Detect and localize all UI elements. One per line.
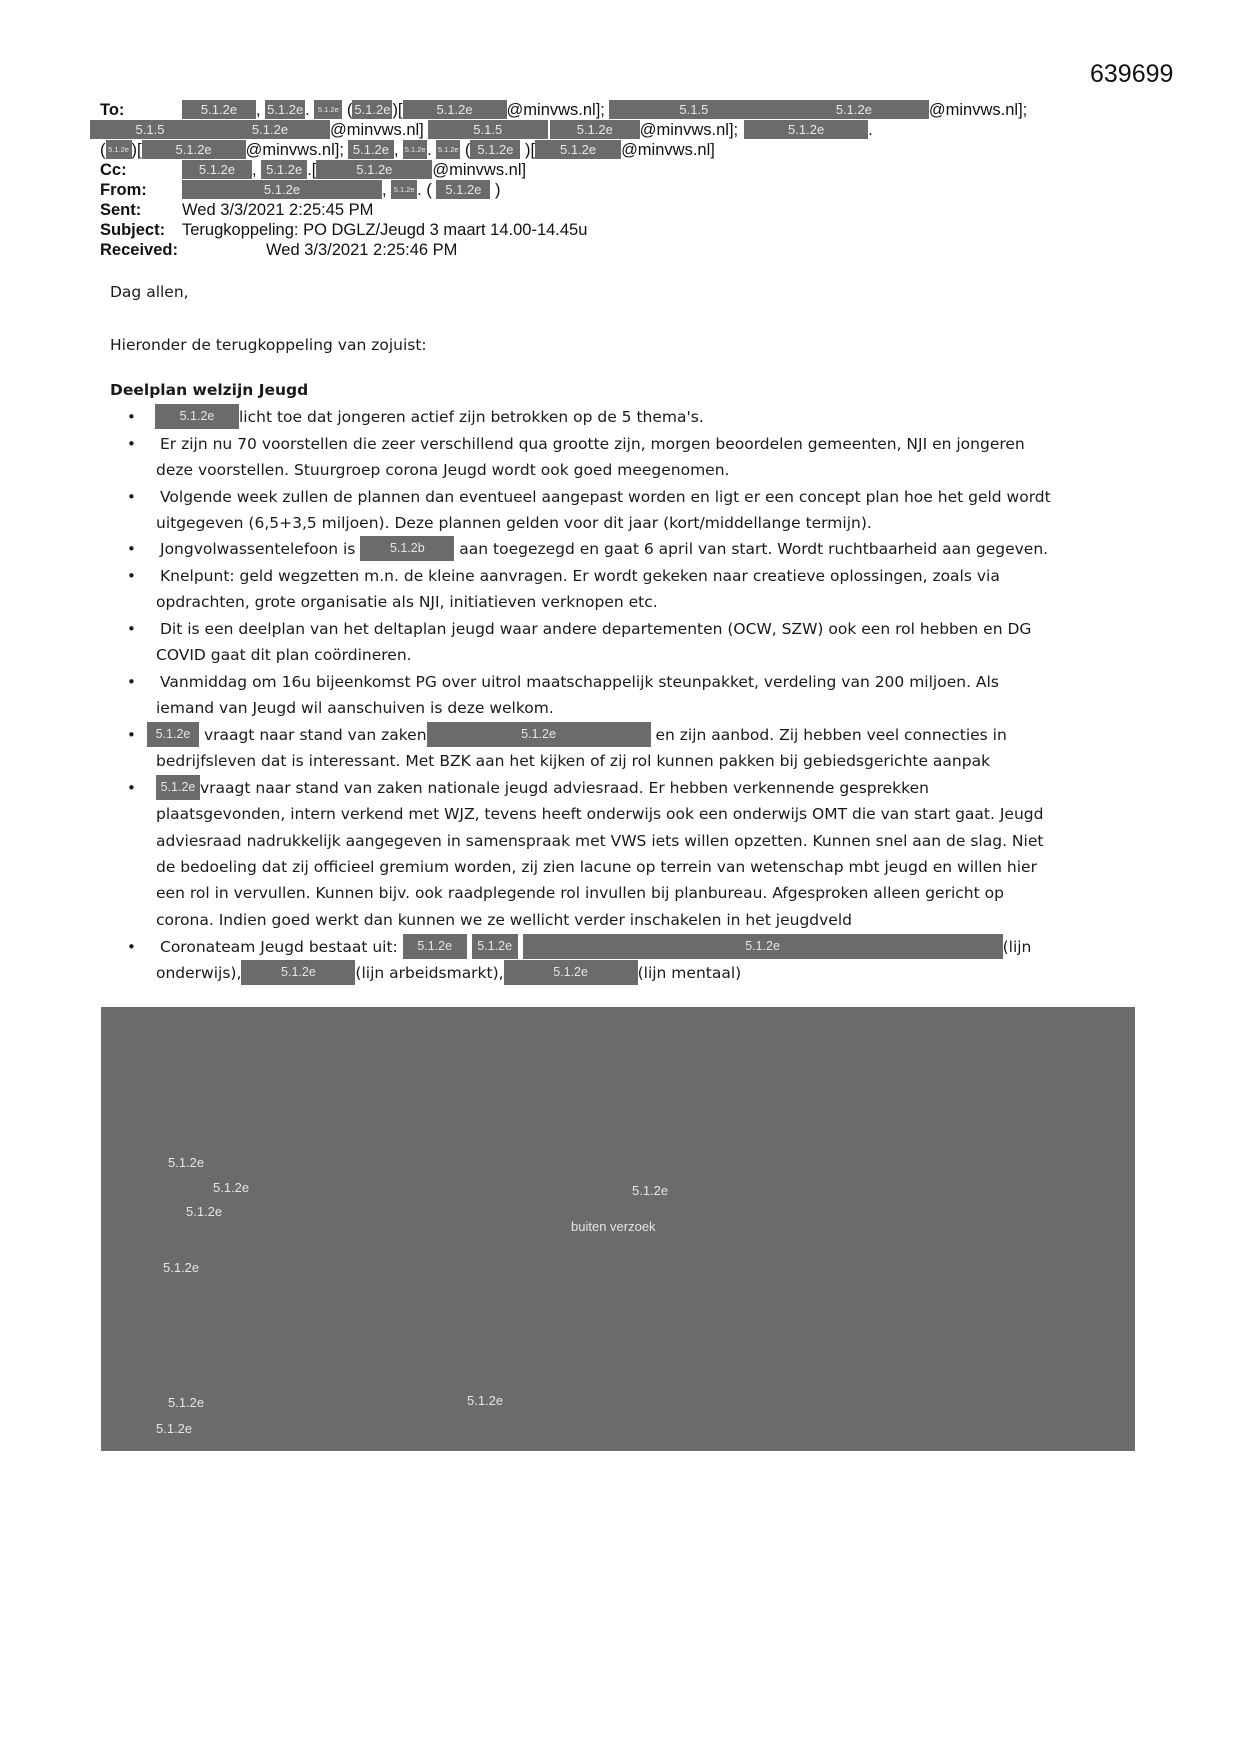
bullet-icon: • bbox=[127, 938, 136, 956]
list-item-text: (lijn arbeidsmarkt), bbox=[355, 964, 504, 982]
sent-label: Sent: bbox=[100, 201, 142, 219]
subject-value: Terugkoppeling: PO DGLZ/Jeugd 3 maart 14.00-14.45u bbox=[182, 221, 588, 239]
list-item-text: plaatsgevonden, intern verkend met WJZ, tevens heeft onderwijs ook een onderwijs OMT die van start gaat. Jeugd bbox=[156, 805, 1044, 823]
redaction: 5.1.2e bbox=[550, 120, 640, 139]
bullet-icon: • bbox=[127, 540, 136, 558]
bullet-icon: • bbox=[127, 726, 136, 744]
received-line bbox=[100, 240, 457, 260]
list-item bbox=[156, 960, 741, 986]
list-item-text: iemand van Jeugd wil aanschuiven is deze welkom. bbox=[156, 699, 554, 717]
redaction: 5.1.2e bbox=[523, 934, 1003, 959]
email-domain: @minvws.nl]; bbox=[245, 141, 344, 159]
redaction: 5.1.2e bbox=[403, 100, 507, 119]
from-line: From: 5.1.2e , 5.1.2e . ( 5.1.2e ) bbox=[100, 181, 501, 199]
list-item-text: vraagt naar stand van zaken nationale jeugd adviesraad. Er hebben verkennende gesprekken bbox=[200, 779, 929, 797]
from-label: From: bbox=[100, 181, 147, 199]
cc-label: Cc: bbox=[100, 161, 127, 179]
redaction: 5.1.2e bbox=[391, 180, 417, 199]
redaction: 5.1.2e bbox=[142, 140, 246, 159]
cc-line: Cc: 5.1.2e , 5.1.2e .[ 5.1.2e @minvws.nl] bbox=[100, 161, 527, 179]
to-line-3: ( 5.1.2e )[ 5.1.2e @minvws.nl]; 5.1.2e , 5.1.2e. 5.1.2e ( 5.1.2e )[ 5.1.2e @minvws.nl] bbox=[100, 141, 715, 159]
bullet-icon: • bbox=[127, 435, 136, 453]
list-item-text: vraagt naar stand van zaken bbox=[203, 726, 427, 744]
redaction: 5.1.2e bbox=[241, 960, 355, 985]
redaction-label: 5.1.2e bbox=[632, 1183, 669, 1198]
received-label: Received: bbox=[100, 241, 178, 259]
redaction-label: buiten verzoek bbox=[571, 1219, 656, 1234]
redaction: 5.1.2e bbox=[535, 140, 621, 159]
list-item-text: licht toe dat jongeren actief zijn betrokken op de 5 thema's. bbox=[239, 408, 704, 426]
redaction: 5.1.2e bbox=[436, 140, 460, 159]
section-heading: Deelplan welzijn Jeugd bbox=[110, 381, 309, 399]
email-domain: @minvws.nl]; bbox=[506, 101, 605, 119]
document-number: 639699 bbox=[1090, 60, 1174, 88]
to-label: To: bbox=[100, 101, 125, 119]
redaction: 5.1.2e bbox=[106, 140, 132, 159]
redaction: 5.1.2e bbox=[210, 120, 330, 139]
redaction: 5.1.2e bbox=[470, 140, 520, 159]
sent-line bbox=[100, 200, 373, 220]
bullet-icon: • bbox=[127, 408, 136, 426]
list-item-text: een rol in vervullen. Kunnen bijv. ook raadplegende rol invullen bij planbureau. Afgesproken alleen gericht op bbox=[156, 884, 1004, 902]
list-item-text: Volgende week zullen de plannen dan eventueel aangepast worden en ligt er een concept plan hoe het geld wordt bbox=[160, 488, 1051, 506]
list-item bbox=[147, 722, 1007, 748]
redaction: 5.1.5 bbox=[90, 120, 210, 139]
list-item bbox=[156, 775, 929, 801]
list-item-text: bedrijfsleven dat is interessant. Met BZK aan het kijken of zij rol kunnen pakken bij gebiedsgerichte aanpak bbox=[156, 752, 991, 770]
list-item bbox=[155, 404, 704, 430]
redaction: 5.1.2e bbox=[267, 102, 304, 117]
redaction: 5.1.2e bbox=[472, 934, 518, 959]
redaction: 5.1.2b bbox=[360, 536, 454, 561]
redaction-label: 5.1.2e bbox=[467, 1393, 504, 1408]
list-item-text: (lijn bbox=[1002, 938, 1032, 956]
received-value: Wed 3/3/2021 2:25:46 PM bbox=[266, 241, 458, 259]
list-item-text: onderwijs), bbox=[156, 964, 242, 982]
redaction: 5.1.2e bbox=[182, 180, 382, 199]
redaction: 5.1.2e bbox=[261, 160, 307, 179]
redaction: 5.1.2e bbox=[354, 102, 391, 117]
redaction: 5.1.2e bbox=[779, 100, 929, 119]
redaction: 5.1.2e bbox=[155, 404, 239, 429]
redaction: 5.1.5 bbox=[609, 100, 779, 119]
intro: Hieronder de terugkoppeling van zojuist: bbox=[110, 336, 427, 354]
redaction: 5.1.2e bbox=[744, 120, 868, 139]
list-item-text: (lijn mentaal) bbox=[637, 964, 742, 982]
list-item-text: en zijn aanbod. Zij hebben veel connecties in bbox=[655, 726, 1007, 744]
redaction: 5.1.2e bbox=[314, 100, 342, 119]
list-item-text: deze voorstellen. Stuurgroep corona Jeugd wordt ook goed meegenomen. bbox=[156, 461, 730, 479]
list-item-text: Coronateam Jeugd bestaat uit: bbox=[160, 938, 398, 956]
redaction: 5.1.2e bbox=[182, 100, 256, 119]
bullet-icon: • bbox=[127, 620, 136, 638]
list-item-text: de bedoeling dat zij officieel gremium worden, zij zien lacune op terrein van wetenschap mbt jeugd en willen hier bbox=[156, 858, 1037, 876]
redaction-label: 5.1.2e bbox=[213, 1180, 250, 1195]
bullet-icon: • bbox=[127, 488, 136, 506]
list-item-text: aan toegezegd en gaat 6 april van start. Wordt ruchtbaarheid aan gegeven. bbox=[459, 540, 1049, 558]
email-domain: @minvws.nl]; bbox=[928, 101, 1028, 119]
redaction: 5.1.2e bbox=[348, 140, 394, 159]
redaction-label: 5.1.2e bbox=[156, 1421, 193, 1436]
redaction-label: 5.1.2e bbox=[168, 1155, 205, 1170]
redaction-label: 5.1.2e bbox=[163, 1260, 200, 1275]
greeting: Dag allen, bbox=[110, 283, 189, 301]
redaction: 5.1.2e bbox=[182, 160, 252, 179]
email-domain: @minvws.nl]; bbox=[639, 121, 739, 139]
redaction: 5.1.2e bbox=[156, 775, 200, 800]
redaction-label: 5.1.2e bbox=[186, 1204, 223, 1219]
list-item bbox=[160, 536, 1048, 562]
subject-line bbox=[100, 220, 587, 240]
list-item-text: COVID gaat dit plan coördineren. bbox=[156, 646, 412, 664]
list-item-text: Knelpunt: geld wegzetten m.n. de kleine aanvragen. Er wordt gekeken naar creatieve oplossingen, zoals via bbox=[160, 567, 1000, 585]
subject-label: Subject: bbox=[100, 221, 166, 239]
list-item-text: Dit is een deelplan van het deltaplan jeugd waar andere departementen (OCW, SZW) ook een rol hebben en DG bbox=[160, 620, 1032, 638]
bullet-icon: • bbox=[127, 673, 136, 691]
email-domain: @minvws.nl] bbox=[621, 141, 715, 159]
redaction: 5.1.2e bbox=[147, 722, 199, 747]
bullet-icon: • bbox=[127, 567, 136, 585]
redaction-label: 5.1.2e bbox=[168, 1395, 205, 1410]
to-line-2: 5.1.5 5.1.2e @minvws.nl] 5.1.5 5.1.2e @minvws.nl]; 5.1.2e . bbox=[90, 120, 873, 140]
list-item bbox=[160, 934, 1031, 960]
redaction: 5.1.2e bbox=[427, 722, 651, 747]
list-item-text: Jongvolwassentelefoon is bbox=[160, 540, 356, 558]
list-item-text: uitgegeven (6,5+3,5 miljoen). Deze plannen gelden voor dit jaar (kort/middellange termijn). bbox=[156, 514, 872, 532]
list-item-text: opdrachten, grote organisatie als NJI, initiatieven verknopen etc. bbox=[156, 593, 658, 611]
redaction: 5.1.2e bbox=[436, 180, 490, 199]
redaction: 5.1.2e bbox=[316, 160, 432, 179]
sent-value: Wed 3/3/2021 2:25:45 PM bbox=[182, 201, 374, 219]
redaction: 5.1.2e bbox=[403, 934, 467, 959]
email-domain: @minvws.nl] bbox=[330, 121, 424, 139]
list-item-text: Er zijn nu 70 voorstellen die zeer verschillend qua grootte zijn, morgen beoordelen gemeenten, NJI en jongeren bbox=[160, 435, 1025, 453]
list-item-text: corona. Indien goed werkt dan kunnen we ze wellicht verder inschakelen in het jeugdveld bbox=[156, 911, 852, 929]
redaction: 5.1.2e bbox=[403, 140, 427, 159]
redaction: 5.1.5 bbox=[428, 120, 548, 139]
list-item-text: Vanmiddag om 16u bijeenkomst PG over uitrol maatschappelijk steunpakket, verdeling van 200 miljoen. Als bbox=[160, 673, 999, 691]
email-domain: @minvws.nl] bbox=[432, 161, 527, 179]
to-line-1: To: 5.1.2e , 5.1.2e . 5.1.2e ( 5.1.2e )[ 5.1.2e @minvws.nl]; 5.1.5 5.1.2e @minvws.nl]; bbox=[100, 101, 1028, 119]
redaction: 5.1.2e bbox=[504, 960, 638, 985]
bullet-icon: • bbox=[127, 779, 136, 797]
list-item-text: adviesraad nadrukkelijk aangegeven in samenspraak met VWS iets willen opzetten. Kunnen snel aan de slag. Niet bbox=[156, 832, 1044, 850]
redacted-block bbox=[101, 1007, 1135, 1451]
